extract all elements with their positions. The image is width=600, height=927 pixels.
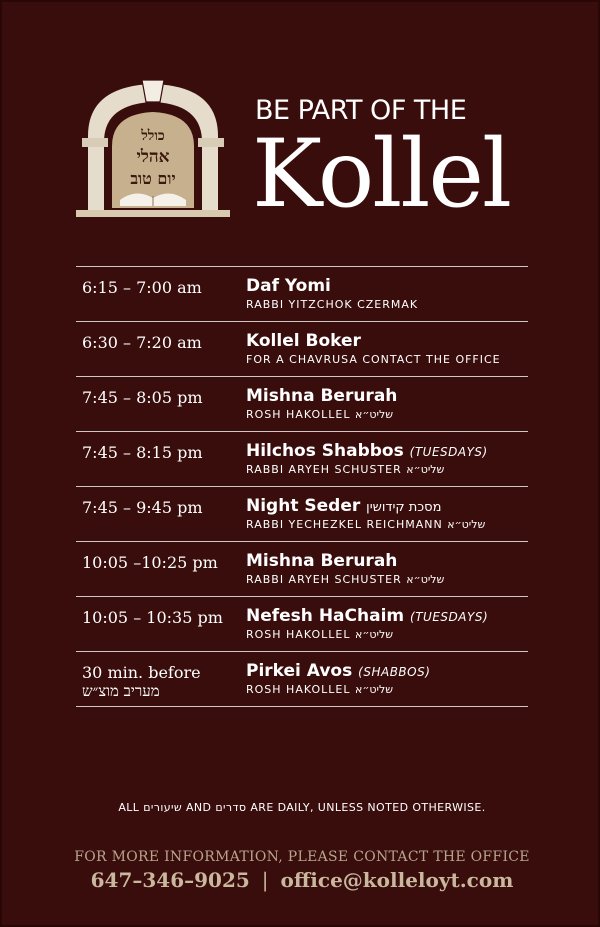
svg-text:כולל: כולל (141, 128, 165, 144)
more-info-text: FOR MORE INFORMATION, PLEASE CONTACT THE OFFICE (74, 849, 530, 865)
row-presenter: RABBI ARYEH SCHUSTER שליט״א (246, 573, 445, 586)
row-title: Night Seder מסכת קידושין (246, 496, 442, 516)
row-title: Kollel Boker (246, 331, 361, 351)
row-time: 10:05 –10:25 pm (82, 553, 218, 572)
kollel-logo (74, 76, 232, 221)
schedule-row (76, 321, 528, 376)
row-presenter: RABBI ARYEH SCHUSTER שליט״א (246, 463, 445, 476)
schedule-row (76, 431, 528, 486)
schedule-row (76, 596, 528, 651)
row-presenter: ROSH HAKOLLEL שליט״א (246, 408, 394, 421)
svg-text:אהלי: אהלי (136, 147, 170, 167)
contact-line (2, 868, 600, 892)
header-tagline: BE PART OF THE (255, 95, 467, 126)
schedule-row (76, 651, 528, 707)
row-time: 10:05 – 10:35 pm (82, 608, 223, 627)
row-presenter: RABBI YITZCHOK CZERMAK (246, 298, 419, 311)
row-presenter: ROSH HAKOLLEL שליט״א (246, 628, 394, 641)
row-time: 30 min. before (82, 663, 201, 682)
schedule-row (76, 486, 528, 541)
row-time: 7:45 – 9:45 pm (82, 498, 203, 517)
row-presenter: FOR A CHAVRUSA CONTACT THE OFFICE (246, 353, 501, 366)
contact-separator: | (261, 868, 269, 892)
row-title: Pirkei Avos (SHABBOS) (246, 661, 431, 681)
row-title: Daf Yomi (246, 276, 331, 296)
schedule-row (76, 541, 528, 596)
schedule-row (76, 266, 528, 321)
header-title: Kollel (252, 120, 511, 229)
email-link[interactable]: office@kolleloyt.com (280, 868, 514, 892)
row-presenter: ROSH HAKOLLEL שליט״א (246, 683, 394, 696)
row-time-hebrew: מעריב מוצ״ש (82, 682, 160, 700)
row-title: Nefesh HaChaim (TUESDAYS) (246, 606, 489, 626)
row-time: 7:45 – 8:15 pm (82, 443, 203, 462)
row-presenter: RABBI YECHEZKEL REICHMANN שליט״א (246, 518, 486, 531)
arch-logo-icon (74, 76, 232, 221)
schedule-table (76, 266, 528, 707)
row-title: Hilchos Shabbos (TUESDAYS) (246, 441, 488, 461)
row-time: 6:15 – 7:00 am (82, 278, 202, 297)
phone-number[interactable]: 647–346–9025 (90, 868, 250, 892)
row-title: Mishna Berurah (246, 551, 398, 571)
schedule-row (76, 376, 528, 431)
daily-note: ALL שיעורים AND סדרים ARE DAILY, UNLESS NOTED OTHERWISE. (118, 801, 486, 814)
row-title: Mishna Berurah (246, 386, 398, 406)
row-time: 7:45 – 8:05 pm (82, 388, 203, 407)
svg-text:יום טוב: יום טוב (130, 169, 176, 188)
row-time: 6:30 – 7:20 am (82, 333, 202, 352)
